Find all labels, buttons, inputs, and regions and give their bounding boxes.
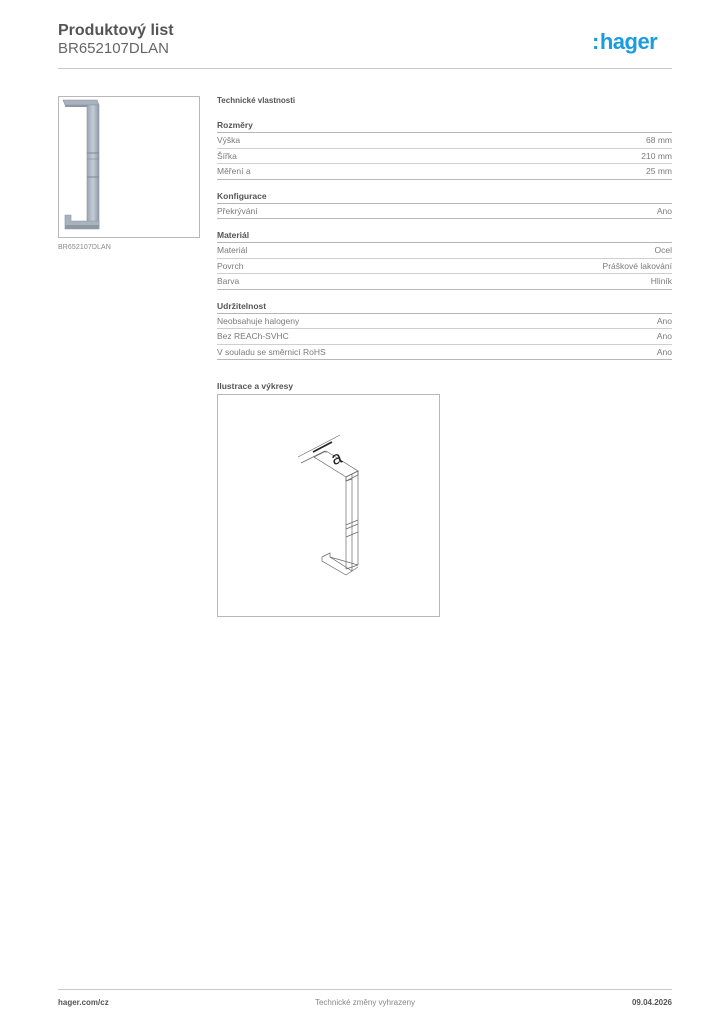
product-bracket-icon [59,97,199,237]
group-sustainability [217,300,672,361]
technical-properties [217,95,672,392]
row-label: Povrch [217,260,244,271]
table-row [217,164,672,180]
group-material [217,229,672,290]
illustrations-title: Ilustrace a výkresy [217,381,294,391]
logo-text: hager [599,29,658,54]
group-title: Materiál [217,229,672,243]
row-value: Práškové lakování [602,260,672,271]
row-label: Šířka [217,150,237,161]
table-row [217,345,672,361]
row-label: Překrývání [217,205,258,216]
group-title: Konfigurace [217,190,672,204]
header-divider [58,68,672,69]
row-value: Ocel [654,245,672,256]
logo-colon: : [592,29,599,54]
website-link[interactable]: hager.com/cz [58,998,109,1007]
table-row [217,204,672,220]
table-row [217,314,672,330]
date: 09.04.2026 [631,998,672,1007]
technical-properties-title: Technické vlastnosti [217,96,296,105]
row-value: Ano [656,205,672,216]
group-dimensions [217,119,672,180]
row-label: Barva [217,276,240,287]
row-label: Měření a [217,166,251,177]
group-configuration [217,190,672,220]
bracket-drawing-icon [218,395,439,616]
footer-divider [58,989,672,990]
disclaimer: Technické změny vyhrazeny [314,998,416,1007]
group-title: Udržitelnost [217,300,672,314]
product-thumbnail [58,96,200,238]
row-value: 68 mm [646,135,672,146]
svg-text:a: a [328,446,345,470]
row-value: Ano [656,315,672,326]
table-row [217,259,672,275]
row-label: V souladu se směrnicí RoHS [217,346,326,357]
group-title: Rozměry [217,119,672,133]
product-code: BR652107DLAN [58,40,169,57]
row-value: 210 mm [641,150,672,161]
hager-logo [592,30,657,54]
row-value: Hliník [650,276,672,287]
table-row [217,274,672,290]
row-label: Materiál [217,245,248,256]
table-row [217,149,672,165]
row-value: 25 mm [646,166,672,177]
row-label: Neobsahuje halogeny [217,315,300,326]
row-label: Bez REACh-SVHC [217,331,289,342]
page-title: Produktový list [58,22,174,39]
row-value: Ano [656,331,672,342]
row-label: Výška [217,135,241,146]
thumbnail-caption: BR652107DLAN [58,244,111,251]
row-value: Ano [656,346,672,357]
technical-drawing [217,394,440,617]
table-row [217,329,672,345]
table-row [217,133,672,149]
table-row [217,243,672,259]
page-footer [58,997,672,1009]
